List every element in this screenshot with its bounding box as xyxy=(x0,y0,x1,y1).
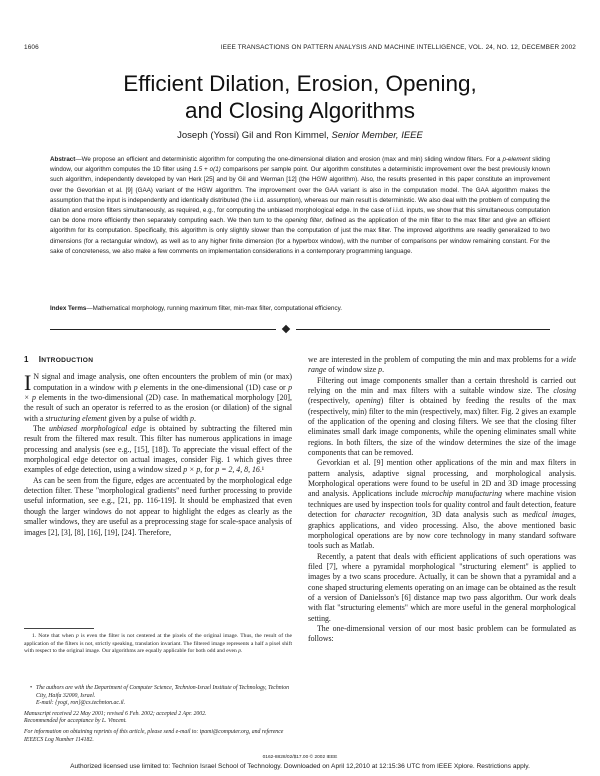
right-paragraph-3: Gevorkian et al. [9] mention other applications of the min and max filters in pattern analysis, adaptive signal processing, and morphological analysis. Morphological operations were found to be useful in 2D and 3D image processing and analysis. Applications include microchip manufacturing where machine vision techniques are used by inspection tools for quality control and fault detection, feature detection for character recognition, 3D data analysis such as medical images, graphics applications, and video processing. Also, the above mentioned basic morphological operations are by now core technology in many standard software tools such as Matlab. xyxy=(308,458,577,551)
footnote-rule xyxy=(24,628,94,629)
reprint-info: For information on obtaining reprints of this article, please send e-mail to: tpami@computer.org, and reference IEEECS Log Number 114182. xyxy=(24,728,284,743)
author-names: Joseph (Yossi) Gil and Ron Kimmel, xyxy=(177,130,332,141)
issn-line: 0162-8828/02/$17.00 © 2002 IEEE xyxy=(262,755,338,760)
journal-name: IEEE TRANSACTIONS ON PATTERN ANALYSIS AND MACHINE INTELLIGENCE, VOL. 24, NO. 12, DECEMBER 2002 xyxy=(220,44,576,51)
bullet-icon: • xyxy=(30,685,33,691)
page-number: 1606 xyxy=(24,44,39,51)
right-column xyxy=(308,355,576,645)
abstract-label: Abstract xyxy=(50,156,76,163)
affiliation-text: The authors are with the Department of Computer Science, Technion-Israel Institute of Technology, Technion City, Haifa 32000, Israel. xyxy=(36,685,290,699)
divider-line-right xyxy=(296,329,550,330)
author-line xyxy=(0,130,600,141)
index-terms: Index Terms—Mathematical morphology, running maximum filter, min-max filter, computational efficiency. xyxy=(50,305,343,312)
manuscript-dates: Manuscript received 22 May 2001; revised 6 Feb. 2002; accepted 2 Apr. 2002. xyxy=(24,710,207,717)
title-line-1: Efficient Dilation, Erosion, Opening, xyxy=(123,71,477,96)
recommended-by: Recommended for acceptance by L. Vincent. xyxy=(24,718,127,725)
paper-title xyxy=(0,70,600,124)
abstract: Abstract—We propose an efficient and deterministic algorithm for computing the one-dimensional dilation and erosion (max and min) sliding window filters. For a p-element sliding window, our algorithm computes the 1D filter using 1.5 + o(1) comparisons per sample point. Our algorithm constitutes a deterministic improvement over the best previously known such algorithm, independently developed by van Herk [25] and by Gil and Werman [12] (the HGW algorithm). Also, the results presented in this paper constitute an improvement over the Gevorkian et al. [9] (GAA) variant of the HGW algorithm. The improvement over the GAA variant is also in the computation model. The GAA algorithm makes the assumption that the input is independently and identically distributed (the i.i.d. assumption), whereas our main result is deterministic. We also deal with the problem of computing the dilation and erosion filters simultaneously, as required, e.g., for computing the unbiased morphological edge. In the case of i.i.d. inputs, we show that this simultaneous computation can be done more efficiently then separately computing each. We then turn to the opening filter, defined as the application of the min filter to the max filter and give an efficient algorithm for its computation. Specifically, this algorithm is only slightly slower than the computation of just the max filter. The improved algorithms are readily generalized to two dimensions (for a rectangular window), as well as to any higher finite dimension (for a hyperbox window), with the number of comparisons per window remaining constant. For the sake of concreteness, we also make a few comments on implementation considerations in a contemporary programming language. xyxy=(50,156,551,255)
divider-diamond-icon xyxy=(282,325,290,333)
affiliation-box xyxy=(24,685,292,744)
running-header xyxy=(24,44,576,56)
section-heading: 1 INTRODUCTION xyxy=(24,355,94,364)
index-terms-label: Index Terms xyxy=(50,305,87,312)
authorized-use-notice: Authorized licensed use limited to: Technion Israel School of Technology. Downloaded on April 12,2010 at 12:15:36 UTC from IEEE Xplore. Restrictions apply. xyxy=(70,763,530,770)
right-paragraph-1: we are interested in the problem of computing the min and max problems for a wide range of window size p. xyxy=(308,355,576,375)
intro-paragraph-2: The unbiased morphological edge is obtained by subtracting the filtered min result from the filtered max result. This filter has numerous applications in image processing and analysis (see e.g., [15], [18]). To appreciate the visual effect of the morphological edge detector on actual images, consider Fig. 1 which gives three examples of edge detection, using a window sized p × p, for p = 2, 4, 8, 16.¹ xyxy=(24,424,292,475)
affiliation-email: E-mail: {yogi, ron}@cs.technion.ac.il. xyxy=(36,700,126,707)
section-divider xyxy=(50,325,550,335)
intro-paragraph-1: I N signal and image analysis, one often encounters the problem of min (or max) computation in a window with p elements in the one-dimensional (1D) case or p × p elements in the two-dimensional (2D) case. In mathematical morphology [20], the result of such an operator is referred to as the erosion (or dilation) of the signal with a structuring element given by a pulse of width p. xyxy=(24,370,292,423)
left-column xyxy=(24,355,292,538)
intro-paragraph-3: As can be seen from the figure, edges are accentuated by the morphological edge detection filter. These "morphological gradients" need further processing to provide useful information, see e.g., [21, pp. 116-119]. It should be emphasized that even though the larger windows do not appear to highlight the edges as clearly as the smaller windows, they are useful as a preprocessing stage for scale-space analysis of images [2], [3], [8], [16], [19], [24]. Therefore, xyxy=(24,475,292,537)
divider-line-left xyxy=(50,329,276,330)
author-role: Senior Member, IEEE xyxy=(331,130,423,141)
footnote: 1. Note that when p is even the filter is not centered at the pixels of the original image. Thus, the result of the application of the filters is not, strictly speaking, translation invariant. The filtered image represents a half a pixel shift with respect to the original image. Our algorithms are equally applicable for both odd and even p. xyxy=(24,633,292,655)
right-paragraph-5: The one-dimensional version of our most basic problem can be formulated as follows: xyxy=(308,623,576,644)
drop-cap: I xyxy=(24,370,32,396)
right-paragraph-4: Recently, a patent that deals with efficient applications of such operations was filed [7], where a pyramidal morphological "structuring element" is applied to images by a two scans procedure. Actually, it can be shown that a pyramidal and a cone shaped structuring elements operating on an image can be obtained as the result of a version of Danielsson's [6] distance map two pass algorithm. Our work deals with flat "structuring elements" which are more useful in the general morphological setting. xyxy=(308,551,576,623)
right-paragraph-2: Filtering out image components smaller than a certain threshold is carried out relying on the min and max filters with a suitable window size. The closing (respectively, opening) filter is obtained by feeding the results of the max (respectively, min) filter to the min (respectively, max) filter. Fig. 2 gives an example of the application of the opening and closing filters. We see that the closing filter eliminates small dark image components, while the opening eliminates small white regions. In both filters, the size of the window determines the size of the image components that can be removed. xyxy=(308,375,576,458)
title-line-2: and Closing Algorithms xyxy=(184,98,416,123)
